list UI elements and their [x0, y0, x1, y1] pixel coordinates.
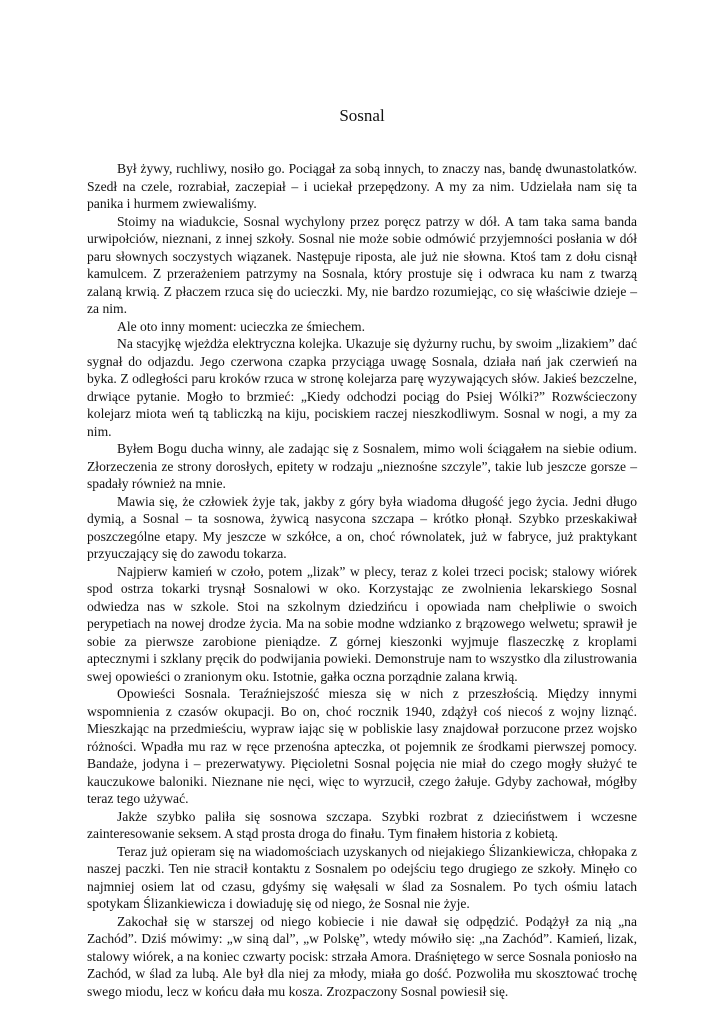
paragraph: Byłem Bogu ducha winny, ale zadając się z Sosnalem, mimo woli ściągałem na siebie odium. Złorzeczenia ze strony dorosłych, epitety w rodzaju „nieznośne szczyle”, takie lub jeszcze gorsze – spadały również na mnie.: [87, 441, 637, 491]
paragraph: Zakochał się w starszej od niego kobiecie i nie dawał się odpędzić. Podążył za nią „na Zachód”. Dziś mówimy: „w siną dal”, „w Polskę”, wtedy mówiło się: „na Zachód”. Kamień, lizak, stalowy wiórek, a na koniec czwarty pocisk: strzała Amora. Draśniętego w serce Sosnala poniosło na Zachód, w ślad za lubą. Ale był dla niej za młody, miała go dość. Pozwoliła mu skosztować trochę swego miodu, lecz w końcu dała mu kosza. Zrozpaczony Sosnal powiesił się.: [87, 913, 637, 999]
document-title: Sosnal: [339, 106, 385, 125]
paragraph: Stoimy na wiadukcie, Sosnal wychylony przez poręcz patrzy w dół. A tam taka sama banda urwipołciów, nieznani, z innej szkoły. Sosnal nie może sobie odmówić przyjemności posłania w dół paru słownych soczystych wiązanek. Następuje riposta, ale już nie słowna. Ktoś tam z dołu cisnął kamulcem. Z przerażeniem patrzymy na Sosnala, który prostuje się i odwraca ku nam z twarzą zalaną krwią. Z płaczem rzuca się do ucieczki. My, nie bardzo rozumiejąc, co się właściwie dzieje – za nim.: [87, 213, 637, 316]
paragraph: Ale oto inny moment: ucieczka ze śmiechem.: [117, 318, 365, 334]
paragraph: Był żywy, ruchliwy, nosiło go. Pociągał za sobą innych, to znaczy nas, bandę dwunastolatków. Szedł na czele, rozrabiał, zaczepiał – i uciekał przepędzony. A my za nim. Udzielała nam się ta panika i hurmem zwiewaliśmy.: [87, 161, 637, 211]
paragraph: Teraz już opieram się na wiadomościach uzyskanych od niejakiego Ślizankiewicza, chłopaka z naszej paczki. Ten nie stracił kontaktu z Sosnalem po odejściu tego drugiego ze szkoły. Minęło co najmniej osiem lat od czasu, gdyśmy się wałęsali w ślad za Sosnalem. Po tych ośmiu latach spotykam Ślizankiewicza i dowiaduję się od niego, że Sosnal nie żyje.: [87, 843, 637, 911]
paragraph: Najpierw kamień w czoło, potem „lizak” w plecy, teraz z kolei trzeci pocisk; stalowy wiórek spod ostrza tokarki trysnął Sosnalowi w oko. Korzystając ze zwolnienia lekarskiego Sosnal odwiedza nas w szkole. Stoi na szkolnym dziedzińcu i opowiada nam chełpliwie o swoich perypetiach na nowej drodze życia. Ma na sobie modne wdzianko z brązowego welwetu; sprawił je sobie za pierwsze zarobione pieniądze. Z górnej kieszonki wyjmuje flaszeczkę z kroplami aptecznymi i szklany pręcik do podwijania powieki. Demonstruje nam to wszystko dla zilustrowania swej opowieści o zranionym oku. Istotnie, gałka oczna porządnie zalana krwią.: [87, 563, 637, 684]
document-body: [87, 160, 637, 1000]
paragraph: Mawia się, że człowiek żyje tak, jakby z góry była wiadoma długość jego życia. Jedni długo dymią, a Sosnal – ta sosnowa, żywicą nasycona szczapa – krótko płonął. Szybko przeskakiwał poszczególne etapy. My jeszcze w szkółce, a on, choć równolatek, już w fabryce, już praktykant przyuczający się do zawodu tokarza.: [87, 493, 637, 561]
paragraph: Na stacyjkę wjeżdża elektryczna kolejka. Ukazuje się dyżurny ruchu, by swoim „lizakiem” dać sygnał do odjazdu. Jego czerwona czapka przyciąga uwagę Sosnala, działa nań jak czerwień na byka. Z odległości paru kroków rzuca w stronę kolejarza parę wyzywających słów. Jakieś bezczelne, drwiące pytanie. Mogło to brzmieć: „Kiedy odchodzi pociąg do Psiej Wólki?” Rozwścieczony kolejarz miota weń tą tabliczką na kiju, pociskiem raczej nieszkodliwym. Sosnal w nogi, a my za nim.: [87, 336, 637, 439]
paragraph: Jakże szybko paliła się sosnowa szczapa. Szybki rozbrat z dzieciństwem i wczesne zainteresowanie seksem. A stąd prosta droga do finału. Tym finałem historia z kobietą.: [87, 808, 637, 841]
paragraph: Opowieści Sosnala. Teraźniejszość miesza się w nich z przeszłością. Między innymi wspomnienia z czasów okupacji. Bo on, choć rocznik 1940, zdążył coś niecoś z wojny liznąć. Mieszkając na przedmieściu, wypraw iając się w pobliskie lasy znajdował porzucone przez wojsko różności. Wpadła mu raz w ręce przenośna apteczka, ot pojemnik ze środkami pierwszej pomocy. Bandaże, jodyna i – prezerwatywy. Pięcioletni Sosnal pojęcia nie miał do czego mogły służyć te kauczukowe baloniki. Nieznane nie nęci, więc to wyrzucił, czego żałuje. Gdyby zachował, mógłby teraz tego używać.: [87, 686, 637, 806]
